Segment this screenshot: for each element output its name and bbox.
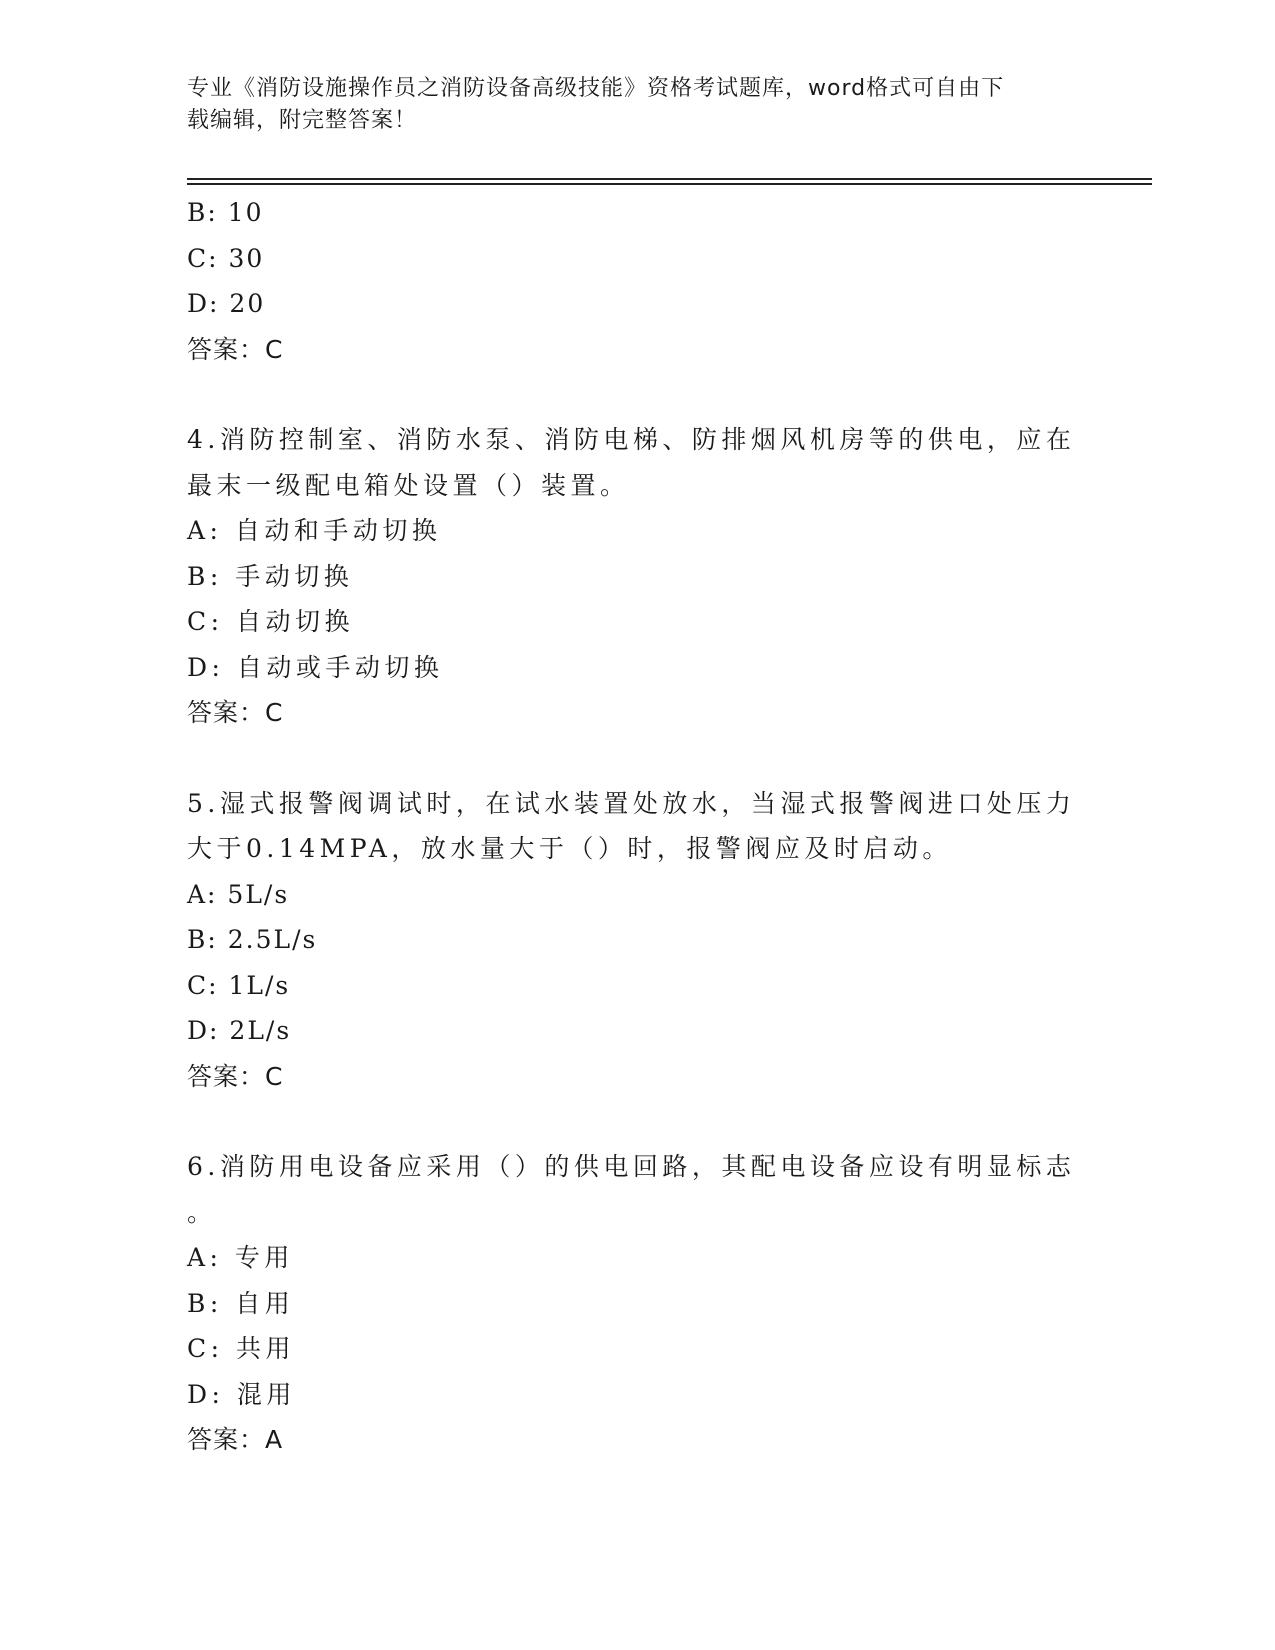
option-b: B: 手动切换: [187, 561, 354, 591]
answer-line: 答案：C: [187, 334, 284, 364]
option-b: B: 10: [187, 198, 264, 227]
question-4: [187, 417, 1087, 736]
option-c: C: 共用: [187, 1334, 295, 1363]
option-d: D: 2L/s: [187, 1016, 292, 1045]
header-line-1: 专业《消防设施操作员之消防设备高级技能》资格考试题库，word格式可自由下: [187, 76, 1005, 101]
option-d: D: 混用: [187, 1379, 296, 1409]
option-a: A: 自动和手动切换: [187, 516, 442, 545]
document-header: [187, 73, 1067, 137]
header-divider-top: [187, 178, 1152, 180]
option-d: D: 20: [187, 289, 266, 318]
option-c: C: 自动切换: [187, 607, 354, 636]
option-a: A: 专用: [187, 1243, 294, 1272]
option-c: C: 1L/s: [187, 970, 291, 1000]
answer-line: 答案：A: [187, 1425, 284, 1454]
question-text-line-2: 大于0.14MPA，放水量大于（）时，报警阀应及时启动。: [187, 834, 952, 863]
option-a: A: 5L/s: [187, 879, 290, 909]
spacer: [187, 1099, 1087, 1144]
question-text-line-1: 4.消防控制室、消防水泵、消防电梯、防排烟风机房等的供电，应在: [187, 425, 1076, 454]
header-divider-bottom: [187, 183, 1152, 185]
spacer: [187, 372, 1087, 417]
question-6: [187, 1144, 1087, 1463]
question-text-line-2: 最末一级配电箱处设置（）装置。: [187, 470, 630, 500]
question-5: [187, 781, 1087, 1100]
option-b: B: 2.5L/s: [187, 925, 318, 954]
question-text-line-2: 。: [187, 1197, 217, 1227]
option-b: B: 自用: [187, 1288, 295, 1318]
answer-line: 答案：C: [187, 1061, 284, 1091]
question-3-tail: [187, 190, 1087, 372]
header-line-2: 载编辑，附完整答案！: [187, 108, 418, 133]
spacer: [187, 736, 1087, 781]
option-d: D: 自动或手动切换: [187, 652, 444, 682]
question-text-line-1: 6.消防用电设备应采用（）的供电回路，其配电设备应设有明显标志: [187, 1152, 1076, 1181]
question-list: [187, 190, 1087, 1463]
option-c: C: 30: [187, 243, 265, 273]
question-text-line-1: 5.湿式报警阀调试时，在试水装置处放水，当湿式报警阀进口处压力: [187, 788, 1076, 818]
answer-line: 答案：C: [187, 698, 284, 727]
